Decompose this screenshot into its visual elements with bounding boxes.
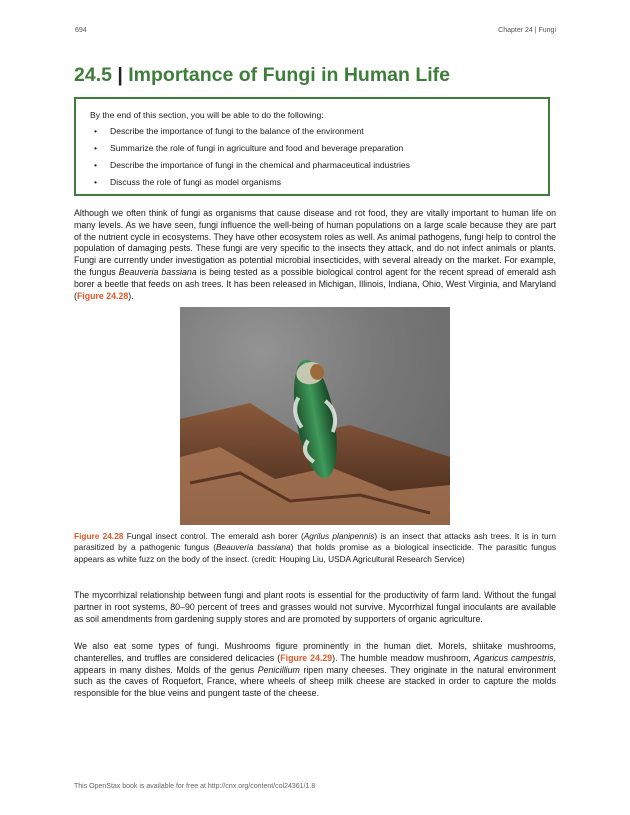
caption-text: ) is an insect that attacks ash trees. It is in turn parasitized by a pathogenic fungus ( <box>74 531 556 553</box>
paragraph-text: Although we often think of fungi as organisms that cause disease and rot food, they are vitally important to human life on many levels. As we have seen, fungi influence the well-being of human populations on a large scale because they are part of the nutrient cycle in ecosystems. They have other ecosystem roles as well. As animal pathogens, fungi help to control the population of damaging pests. These fungi are very specific to the insects they attack, and do not infect animals or plants. Fungi are currently under investigation as potential microbial insecticides, with several already on the market. For example, the fungus <box>74 208 556 277</box>
page-footer: This OpenStax book is available for free at http://cnx.org/content/col24361/1.8 <box>74 783 316 790</box>
objective-item: • Discuss the role of fungi as model organisms <box>90 176 534 188</box>
species-name: Agaricus campestris <box>473 652 554 663</box>
insect-photo-illustration <box>180 307 450 525</box>
figure-label: Figure 24.28 <box>74 531 124 541</box>
figure-link[interactable]: Figure 24.29 <box>280 652 333 663</box>
section-title <box>74 64 450 87</box>
paragraph-text: is being tested as a possible biological control agent for the recent spread of emerald ash borer a beetle that feeds on ash trees. It has been released in Michigan, Illinois, Indiana, Ohio, West Virginia, and Maryland ( <box>74 266 556 301</box>
paragraph-text: , appears in many dishes. Molds of the genus <box>74 652 556 675</box>
figure-caption <box>74 531 556 565</box>
paragraph-text: ). The humble meadow mushroom, <box>332 652 474 663</box>
paragraph-text: ripen many cheeses. They originate in the natural environment such as the caves of Roquefort, France, where wheels of sheep milk cheese are stacked in order to capture the molds responsible for the blue veins and pungent taste of the cheese. <box>74 664 556 699</box>
caption-text: ) that holds promise as a biological insecticide. The parasitic fungus appears as white fuzz on the body of the insect. (credit: Houping Liu, USDA Agricultural Research Service) <box>74 542 556 564</box>
objectives-list <box>90 125 534 188</box>
objective-item: • Describe the importance of fungi in the chemical and pharmaceutical industries <box>90 159 534 171</box>
objective-item: • Describe the importance of fungi to the balance of the environment <box>90 125 534 137</box>
running-header-chapter: Chapter 24 | Fungi <box>498 27 556 34</box>
paragraph-text: We also eat some types of fungi. Mushrooms figure prominently in the human diet. Morels, shiitake mushrooms, chanterelles, and truffles are considered delicacies ( <box>74 641 556 663</box>
objective-item: • Summarize the role of fungi in agriculture and food and beverage preparation <box>90 142 534 154</box>
section-title-text: Importance of Fungi in Human Life <box>128 64 450 86</box>
section-number: 24.5 <box>74 64 112 86</box>
body-paragraph <box>74 641 556 700</box>
figure-link[interactable]: Figure 24.28 <box>76 290 129 301</box>
species-name: Agrilus planipennis <box>303 531 375 541</box>
body-paragraph: The mycorrhizal relationship between fungi and plant roots is essential for the productivity of farm land. Without the fungal partner in root systems, 80–90 percent of trees and grasses would not survive. Mycorrhizal fungal inoculants are available as soil amendments from gardening supply stores and are promoted by supporters of organic agriculture. <box>74 590 556 624</box>
figure-photo-emerald-ash-borer <box>180 307 450 525</box>
caption-text: Fungal insect control. The emerald ash borer ( <box>123 531 304 541</box>
species-name: Beauveria bassiana <box>216 542 291 553</box>
body-paragraph <box>74 208 556 302</box>
objectives-intro: By the end of this section, you will be able to do the following: <box>90 110 324 120</box>
paragraph-text: ). <box>128 290 134 301</box>
page-number: 694 <box>75 27 87 34</box>
species-name: Penicillium <box>257 664 300 675</box>
learning-objectives-box <box>74 97 550 196</box>
species-name: Beauveria bassiana <box>118 266 197 277</box>
title-separator: | <box>111 64 129 86</box>
